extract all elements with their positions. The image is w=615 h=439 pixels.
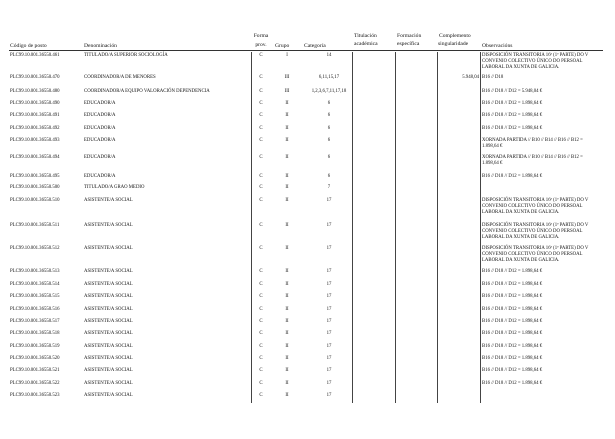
cell-denominacion: EDUCADOR/A xyxy=(84,138,116,143)
cell-forma: C xyxy=(259,282,263,287)
cell-categoria: 17 xyxy=(326,282,332,287)
cell-denominacion: ASISTENTE/A SOCIAL xyxy=(84,294,133,299)
cell-codigo: PLC99.10.001.36550.492 xyxy=(10,126,60,131)
cell-observacions: B16 // D18 // D12 = 1.898,64 € xyxy=(482,269,543,274)
cell-denominacion: ASISTENTE/A SOCIAL xyxy=(84,344,133,349)
cell-observacions: B16 // D18 xyxy=(482,75,504,80)
cell-codigo: PLC99.10.001.36550.491 xyxy=(10,113,60,118)
cell-codigo: PLC99.10.001.36550.516 xyxy=(10,307,60,312)
cell-grupo: III xyxy=(284,89,290,94)
cell-codigo: PLC99.10.001.36550.512 xyxy=(10,246,60,251)
cell-denominacion: ASISTENTE/A SOCIAL xyxy=(84,246,133,251)
header-codigo: Código de posto xyxy=(10,43,47,49)
cell-observacions: CONVENIO COLECTIVO ÚNICO DO PERSOAL xyxy=(482,228,583,234)
cell-categoria: 14 xyxy=(326,53,332,58)
cell-forma: C xyxy=(259,246,263,251)
cell-forma: C xyxy=(259,113,263,118)
cell-forma: C xyxy=(259,174,263,179)
cell-denominacion: ASISTENTE/A SOCIAL xyxy=(84,198,133,203)
cell-observacions: B16 // D18 // D12 = 1.898,64 € xyxy=(482,381,543,386)
cell-codigo: PLC99.10.001.36550.470 xyxy=(10,75,60,80)
header-forma-1: Forma xyxy=(253,33,269,39)
cell-forma: C xyxy=(259,393,263,398)
cell-codigo: PLC99.10.001.36550.514 xyxy=(10,282,60,287)
cell-denominacion: ASISTENTE/A SOCIAL xyxy=(84,319,133,324)
cell-denominacion: EDUCADOR/A xyxy=(84,174,116,179)
cell-grupo: II xyxy=(285,356,289,361)
cell-grupo: II xyxy=(285,155,289,160)
header-denominacion: Denominación xyxy=(84,43,117,49)
cell-observacions: 1.898,64 € xyxy=(482,160,503,166)
cell-denominacion: ASISTENTE/A SOCIAL xyxy=(84,331,133,336)
cell-forma: C xyxy=(259,75,263,80)
cell-categoria: 6,11,15,17 xyxy=(318,75,340,80)
cell-categoria: 6 xyxy=(327,113,331,118)
header-complemento-1: Complemento xyxy=(439,33,471,39)
cell-forma: C xyxy=(259,198,263,203)
cell-categoria: 17 xyxy=(326,356,332,361)
cell-grupo: II xyxy=(285,381,289,386)
cell-codigo: PLC99.10.001.36550.519 xyxy=(10,344,60,349)
cell-observacions: CONVENIO COLECTIVO ÚNICO DO PERSOAL xyxy=(482,203,583,209)
cell-denominacion: COORDINADOR/A DE MENORES xyxy=(84,75,156,80)
header-titulacion-1: Titulación xyxy=(354,33,377,39)
cell-categoria: 17 xyxy=(326,381,332,386)
cell-categoria: 6 xyxy=(327,101,331,106)
header-observacions: Observacións xyxy=(482,43,513,49)
cell-forma: C xyxy=(259,368,263,373)
header-grupo: Grupo xyxy=(275,43,290,49)
cell-grupo: II xyxy=(285,113,289,118)
header-formacion-1: Formación xyxy=(397,33,422,39)
cell-observacions: LABORAL DA XUNTA DE GALICIA. xyxy=(482,209,560,215)
cell-categoria: 17 xyxy=(326,294,332,299)
cell-categoria: 6 xyxy=(327,155,331,160)
cell-grupo: II xyxy=(285,223,289,228)
cell-grupo: II xyxy=(285,344,289,349)
cell-forma: C xyxy=(259,356,263,361)
cell-codigo: PLC99.10.001.36550.522 xyxy=(10,381,60,386)
cell-categoria: 17 xyxy=(326,319,332,324)
cell-observacions: LABORAL DA XUNTA DE GALICIA. xyxy=(482,64,560,70)
column-divider xyxy=(480,52,481,403)
cell-observacions: B16 // D18 // D12 = 1.898,64 € xyxy=(482,174,543,179)
cell-grupo: II xyxy=(285,126,289,131)
cell-observacions: B16 // D18 // D12 = 1.898,64 € xyxy=(482,113,543,118)
cell-codigo: PLC99.10.001.36550.513 xyxy=(10,269,60,274)
header-titulacion-2: académica xyxy=(354,41,378,47)
cell-observacions: DISPOSICIÓN TRANSITORIA 16ª (1ª PARTE) DO V xyxy=(482,223,589,228)
cell-forma: C xyxy=(259,269,263,274)
cell-forma: C xyxy=(259,319,263,324)
cell-grupo: II xyxy=(285,246,289,251)
cell-grupo: III xyxy=(284,75,290,80)
column-divider xyxy=(395,52,396,403)
cell-grupo: II xyxy=(285,185,289,190)
cell-codigo: PLC99.10.001.36550.494 xyxy=(10,155,60,160)
header-forma-2: prov. xyxy=(255,42,267,48)
cell-categoria: 17 xyxy=(326,307,332,312)
cell-grupo: II xyxy=(285,331,289,336)
cell-denominacion: ASISTENTE/A SOCIAL xyxy=(84,269,133,274)
cell-categoria: 17 xyxy=(326,223,332,228)
cell-categoria: 17 xyxy=(326,368,332,373)
header-formacion-2: específica xyxy=(397,41,420,47)
cell-forma: C xyxy=(259,331,263,336)
cell-codigo: PLC99.10.001.36550.523 xyxy=(10,393,60,398)
cell-codigo: PLC99.10.001.36550.493 xyxy=(10,138,60,143)
cell-observacions: LABORAL DA XUNTA DE GALICIA. xyxy=(482,257,560,263)
cell-forma: C xyxy=(259,185,263,190)
header-complemento-2: singularidade xyxy=(438,41,469,47)
cell-grupo: II xyxy=(285,368,289,373)
cell-observacions: DISPOSICIÓN TRANSITORIA 16ª (1ª PARTE) DO V xyxy=(482,198,589,203)
cell-codigo: PLC99.10.001.36550.520 xyxy=(10,356,60,361)
cell-codigo: PLC99.10.001.36550.500 xyxy=(10,185,60,190)
cell-observacions: CONVENIO COLECTIVO ÚNICO DO PERSOAL xyxy=(482,251,583,257)
cell-forma: C xyxy=(259,89,263,94)
cell-categoria: 6 xyxy=(327,138,331,143)
cell-categoria: 17 xyxy=(326,246,332,251)
cell-observacions: XORNADA PARTIDA // B10 // B14 // B16 // B12 = xyxy=(482,138,583,143)
cell-observacions: B16 // D18 // D12 = 1.898,64 € xyxy=(482,101,543,106)
cell-observacions: DISPOSICIÓN TRANSITORIA 16ª (1ª PARTE) DO V xyxy=(482,246,589,251)
cell-grupo: II xyxy=(285,319,289,324)
cell-denominacion: EDUCADOR/A xyxy=(84,126,116,131)
cell-grupo: II xyxy=(285,101,289,106)
cell-codigo: PLC99.10.001.36550.480 xyxy=(10,89,60,94)
header-rule xyxy=(9,50,603,51)
cell-observacions: CONVENIO COLECTIVO ÚNICO DO PERSOAL xyxy=(482,58,583,64)
cell-forma: C xyxy=(259,138,263,143)
cell-denominacion: TITULADO/A SUPERIOR SOCIOLOGÍA xyxy=(84,53,168,58)
cell-codigo: PLC99.10.001.36550.517 xyxy=(10,319,60,324)
cell-denominacion: ASISTENTE/A SOCIAL xyxy=(84,282,133,287)
cell-denominacion: ASISTENTE/A SOCIAL xyxy=(84,356,133,361)
cell-codigo: PLC99.10.001.36550.490 xyxy=(10,101,60,106)
cell-grupo: II xyxy=(285,393,289,398)
cell-grupo: II xyxy=(285,282,289,287)
cell-grupo: II xyxy=(285,307,289,312)
cell-forma: C xyxy=(259,101,263,106)
cell-forma: C xyxy=(259,294,263,299)
cell-categoria: 6 xyxy=(327,126,331,131)
column-divider xyxy=(437,52,438,403)
cell-observacions: B16 // D18 // D12 = 1.898,64 € xyxy=(482,126,543,131)
cell-observacions: B16 // D18 // D12 = 1.898,64 € xyxy=(482,344,543,349)
cell-observacions: B16 // D18 // D12 = 1.898,64 € xyxy=(482,331,543,336)
cell-observacions: B16 // D18 // D12 = 1.898,64 € xyxy=(482,319,543,324)
cell-observacions: B16 // D18 // D12 = 1.898,64 € xyxy=(482,294,543,299)
cell-denominacion: ASISTENTE/A SOCIAL xyxy=(84,307,133,312)
cell-forma: C xyxy=(259,307,263,312)
cell-observacions: XORNADA PARTIDA // B10 // B14 // B16 // B12 = xyxy=(482,155,583,160)
cell-forma: C xyxy=(259,223,263,228)
cell-categoria: 17 xyxy=(326,331,332,336)
cell-codigo: PLC99.10.001.36550.521 xyxy=(10,368,60,373)
cell-denominacion: EDUCADOR/A xyxy=(84,113,116,118)
cell-observacions: LABORAL DA XUNTA DE GALICIA. xyxy=(482,234,560,240)
cell-observacions: DISPOSICIÓN TRANSITORIA 16ª (1ª PARTE) DO V xyxy=(482,53,589,58)
cell-observacions: B16 // D18 // D12 = 1.898,64 € xyxy=(482,282,543,287)
cell-forma: C xyxy=(259,381,263,386)
cell-forma: C xyxy=(259,344,263,349)
cell-categoria: 17 xyxy=(326,393,332,398)
cell-categoria: 6 xyxy=(327,174,331,179)
cell-observacions: B16 // D18 // D12 = 1.898,64 € xyxy=(482,368,543,373)
cell-forma: C xyxy=(259,126,263,131)
cell-denominacion: ASISTENTE/A SOCIAL xyxy=(84,368,133,373)
cell-observacions: B16 // D18 // D12 = 1.898,64 € xyxy=(482,356,543,361)
cell-observacions: B16 // D18 // D12 = 5.948,04 € xyxy=(482,89,543,94)
cell-codigo: PLC99.10.001.36550.495 xyxy=(10,174,60,179)
cell-grupo: II xyxy=(285,174,289,179)
cell-denominacion: EDUCADOR/A xyxy=(84,155,116,160)
cell-grupo: II xyxy=(285,138,289,143)
cell-codigo: PLC99.10.001.36550.461 xyxy=(10,53,60,58)
cell-denominacion: TITULADO/A GRAO MEDIO xyxy=(84,185,145,190)
cell-grupo: II xyxy=(285,269,289,274)
cell-grupo: II xyxy=(285,294,289,299)
cell-denominacion: ASISTENTE/A SOCIAL xyxy=(84,223,133,228)
cell-denominacion: ASISTENTE/A SOCIAL xyxy=(84,393,133,398)
cell-categoria: 17 xyxy=(326,269,332,274)
cell-categoria: 7 xyxy=(327,185,331,190)
cell-observacions: 1.898,64 € xyxy=(482,143,503,149)
cell-codigo: PLC99.10.001.36550.515 xyxy=(10,294,60,299)
cell-categoria: 17 xyxy=(326,198,332,203)
cell-codigo: PLC99.10.001.36550.510 xyxy=(10,198,60,203)
cell-grupo: II xyxy=(285,198,289,203)
cell-codigo: PLC99.10.001.36550.518 xyxy=(10,331,60,336)
cell-grupo: I xyxy=(286,53,288,58)
cell-complemento: 5.948,04 xyxy=(462,75,479,80)
cell-forma: C xyxy=(259,155,263,160)
header-categoria: Categoría xyxy=(304,43,326,49)
cell-codigo: PLC99.10.001.36550.511 xyxy=(10,223,60,228)
cell-observacions: B16 // D18 // D12 = 1.898,64 € xyxy=(482,307,543,312)
cell-categoria: 1,2,3,6,7,11,17,18 xyxy=(311,89,347,94)
cell-categoria: 17 xyxy=(326,344,332,349)
cell-denominacion: COORDINADOR/A EQUIPO VALORACIÓN DEPENDENCIA xyxy=(84,89,210,94)
cell-denominacion: ASISTENTE/A SOCIAL xyxy=(84,381,133,386)
cell-denominacion: EDUCADOR/A xyxy=(84,101,116,106)
cell-forma: C xyxy=(259,53,263,58)
